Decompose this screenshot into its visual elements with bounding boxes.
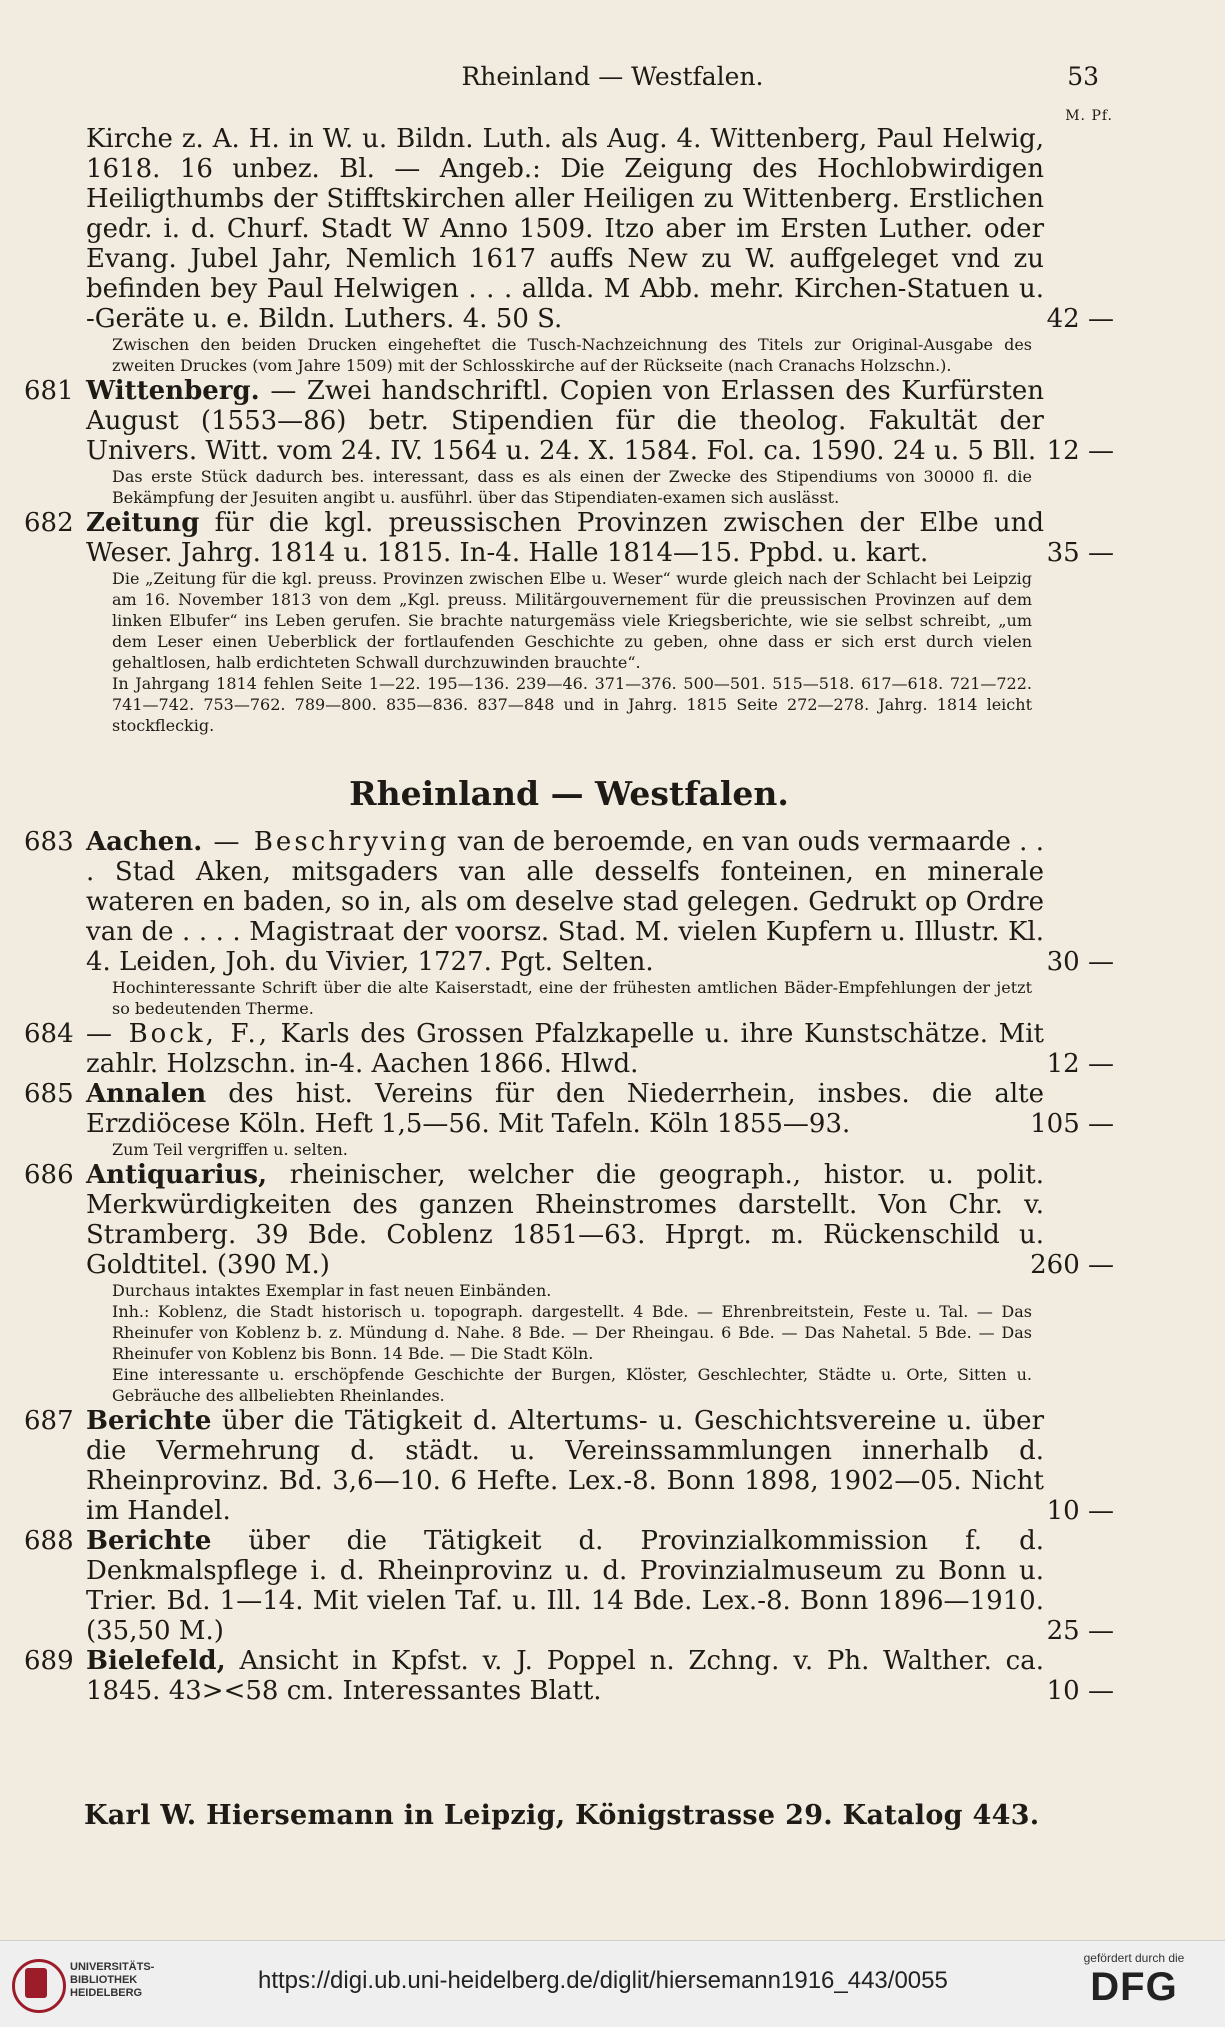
library-seal-icon bbox=[12, 1959, 66, 2013]
entry-price: 12 — bbox=[1046, 436, 1114, 466]
entry-body bbox=[86, 376, 1114, 466]
entry-heading: Antiquarius, bbox=[86, 1160, 268, 1190]
entry-text: Bielefeld, Ansicht in Kpfst. v. J. Poppel n. Zchng. v. Ph. Walther. ca. 1845. 43><58 cm. Interessantes Blatt. bbox=[86, 1646, 1044, 1706]
entry-note: Durchaus intaktes Exemplar in fast neuen Einbänden. bbox=[112, 1281, 552, 1300]
entries-top bbox=[24, 124, 1114, 736]
entry-price: 260 — bbox=[1030, 1250, 1114, 1280]
catalog-entry bbox=[24, 827, 1114, 1019]
entry-price: 10 — bbox=[1046, 1676, 1114, 1706]
entry-body bbox=[86, 1646, 1114, 1706]
catalog-entry bbox=[24, 1079, 1114, 1160]
entries-bottom bbox=[24, 827, 1114, 1706]
entry-body bbox=[86, 124, 1114, 334]
entry-number: 683 bbox=[24, 827, 74, 857]
catalog-entry bbox=[24, 376, 1114, 508]
entry-number: 685 bbox=[24, 1079, 74, 1109]
entry-text: Zeitung für die kgl. preussischen Provinzen zwischen der Elbe und Weser. Jahrg. 1814 u. 1815. In-4. Halle 1814—15. Ppbd. u. kart. bbox=[86, 508, 1044, 568]
entry-number: 686 bbox=[24, 1160, 74, 1190]
entry-body bbox=[86, 827, 1114, 977]
entry-number: 684 bbox=[24, 1019, 74, 1049]
viewer-bottom-bar bbox=[0, 1940, 1225, 2027]
entry-heading: Berichte bbox=[86, 1406, 212, 1436]
entry-number: 681 bbox=[24, 376, 74, 406]
university-library-logo[interactable] bbox=[12, 1957, 155, 2013]
entry-author: — Bock, F., bbox=[86, 1019, 271, 1049]
entry-text: Annalen des hist. Vereins für den Niederrhein, insbes. die alte Erzdiöcese Köln. Heft 1,5—56. Mit Tafeln. Köln 1855—93. bbox=[86, 1079, 1044, 1139]
entry-price: 10 — bbox=[1046, 1496, 1114, 1526]
entry-body bbox=[86, 1079, 1114, 1139]
dfg-funded-label: gefördert durch die bbox=[1083, 1951, 1185, 1965]
entry-text: Aachen. — Beschryving van de beroemde, en van ouds vermaarde . . . Stad Aken, mitsgaders van alle desselfs fonteinen, en minerale wateren en baden, so in, als om deselve stad gelegen. Gedrukt op Ordre van de . . . . Magistraat der voorsz. Stad. M. vielen Kupfern u. Illustr. Kl. 4. Leiden, Joh. du Vivier, 1727. Pgt. Selten. bbox=[86, 827, 1044, 977]
entry-note: Das erste Stück dadurch bes. interessant, dass es als einen der Zwecke des Stipendiums von 30000 fl. die Bekämpfung der Jesuiten angibt u. ausführl. über das Stipendiaten-examen sich auslässt. bbox=[112, 467, 1032, 507]
entry-text: Berichte über die Tätigkeit d. Provinzialkommission f. d. Denkmalspflege i. d. Rheinprovinz u. d. Provinzialmuseum zu Bonn u. Trier. Bd. 1—14. Mit vielen Taf. u. Ill. 14 Bde. Lex.-8. Bonn 1896—1910. (35,50 M.) bbox=[86, 1526, 1044, 1646]
entry-heading: Zeitung bbox=[86, 508, 200, 538]
entry-note: Inh.: Koblenz, die Stadt historisch u. topograph. dargestellt. 4 Bde. — Ehrenbreitstein, Feste u. Tal. — Das Rheinufer von Koblenz b. z. Mündung d. Nahe. 8 Bde. — Der Rheingau. 6 Bde. — Das Nahetal. 5 Bde. — Das Rheinufer von Koblenz bis Bonn. 14 Bde. — Die Stadt Köln. bbox=[112, 1302, 1032, 1363]
catalog-entry bbox=[24, 1160, 1114, 1406]
entry-number: 682 bbox=[24, 508, 74, 538]
publisher-footer: Karl W. Hiersemann in Leipzig, Königstrasse 29. Katalog 443. bbox=[84, 1800, 1040, 1831]
entry-price: 25 — bbox=[1046, 1616, 1114, 1646]
entry-text: — Bock, F., Karls des Grossen Pfalzkapelle u. ihre Kunstschätze. Mit zahlr. Holzschn. in-4. Aachen 1866. Hlwd. bbox=[86, 1019, 1045, 1079]
entry-note: Zwischen den beiden Drucken eingeheftet die Tusch-Nachzeichnung des Titels zur Original-Ausgabe des zweiten Druckes (vom Jahre 1509) mit der Schlosskirche auf der Rückseite (nach Cranachs Holzschn.). bbox=[112, 335, 1032, 375]
library-logo-text: UNIVERSITÄTS- BIBLIOTHEK HEIDELBERG bbox=[70, 1961, 155, 1999]
catalog-entry bbox=[24, 508, 1114, 736]
page-number: 53 bbox=[1067, 62, 1099, 91]
catalog-entry bbox=[24, 1406, 1114, 1526]
entry-heading: Wittenberg. bbox=[86, 376, 260, 406]
price-column-header: M. Pf. bbox=[1065, 108, 1113, 124]
permalink-url[interactable]: https://digi.ub.uni-heidelberg.de/diglit/hiersemann1916_443/0055 bbox=[258, 1967, 948, 1994]
entry-price: 35 — bbox=[1046, 538, 1114, 568]
catalog-entry bbox=[24, 124, 1114, 376]
entry-price: 12 — bbox=[1046, 1049, 1114, 1079]
entry-body bbox=[86, 1406, 1114, 1526]
entry-heading: Berichte bbox=[86, 1526, 212, 1556]
section-heading: Rheinland — Westfalen. bbox=[349, 774, 789, 813]
entry-price: 105 — bbox=[1030, 1109, 1114, 1139]
entry-body bbox=[86, 508, 1114, 568]
running-head-title: Rheinland — Westfalen. bbox=[461, 62, 764, 91]
entry-author: — Beschryving bbox=[202, 827, 450, 857]
entry-body bbox=[86, 1160, 1114, 1280]
entry-number: 688 bbox=[24, 1526, 74, 1556]
entry-number: 687 bbox=[24, 1406, 74, 1436]
entry-heading: Bielefeld, bbox=[86, 1646, 226, 1676]
entry-body bbox=[86, 1019, 1114, 1079]
catalog-entry bbox=[24, 1646, 1114, 1706]
entry-price: 42 — bbox=[1046, 304, 1114, 334]
entry-price: 30 — bbox=[1046, 947, 1114, 977]
entry-note: In Jahrgang 1814 fehlen Seite 1—22. 195—136. 239—46. 371—376. 500—501. 515—518. 617—618. 721—722. 741—742. 753—762. 789—800. 835—836. 837—848 und in Jahrg. 1815 Seite 272—278. Jahrg. 1814 leicht stockfleckig. bbox=[112, 674, 1032, 735]
entry-text: Antiquarius, rheinischer, welcher die geograph., histor. u. polit. Merkwürdigkeiten des ganzen Rheinstromes darstellt. Von Chr. v. Stramberg. 39 Bde. Coblenz 1851—63. Hprgt. m. Rückenschild u. Goldtitel. (390 M.) bbox=[86, 1160, 1044, 1280]
dfg-wordmark: DFG bbox=[1090, 1965, 1178, 2009]
entry-text: Berichte über die Tätigkeit d. Altertums- u. Geschichtsvereine u. über die Vermehrung d. städt. u. Vereinssammlungen innerhalb d. Rheinprovinz. Bd. 3,6—10. 6 Hefte. Lex.-8. Bonn 1898, 1902—05. Nicht im Handel. bbox=[86, 1406, 1044, 1526]
dfg-logo[interactable] bbox=[1059, 1951, 1209, 2009]
entry-body bbox=[86, 1526, 1114, 1646]
entry-note: Hochinteressante Schrift über die alte Kaiserstadt, eine der frühesten amtlichen Bäder-Empfehlungen der jetzt so bedeutenden Therme. bbox=[112, 978, 1032, 1018]
entry-heading: Annalen bbox=[86, 1079, 207, 1109]
entry-text: Kirche z. A. H. in W. u. Bildn. Luth. als Aug. 4. Wittenberg, Paul Helwig, 1618. 16 unbez. Bl. — Angeb.: Die Zeigung des Hochlobwirdigen Heiligthumbs der Stifftskirchen aller Heiligen zu Wittenberg. Erstlichen gedr. i. d. Churf. Stadt W Anno 1509. Itzo aber im Ersten Luther. oder Evang. Jubel Jahr, Nemlich 1617 auffs New zu W. auffgeleget vnd zu befinden bey Paul Helwigen . . . allda. M Abb. mehr. Kirchen-Statuen u. -Geräte u. e. Bildn. Luthers. 4. 50 S. bbox=[86, 124, 1044, 334]
entry-note: Eine interessante u. erschöpfende Geschichte der Burgen, Klöster, Geschlechter, Städte u. Orte, Sitten u. Gebräuche des allbeliebten Rheinlandes. bbox=[112, 1365, 1032, 1405]
entry-number: 689 bbox=[24, 1646, 74, 1676]
entry-heading: Aachen. bbox=[86, 827, 203, 857]
entry-note: Zum Teil vergriffen u. selten. bbox=[112, 1140, 348, 1159]
running-head bbox=[0, 62, 1225, 102]
catalog-entry bbox=[24, 1526, 1114, 1646]
entry-note: Die „Zeitung für die kgl. preuss. Provinzen zwischen Elbe u. Weser“ wurde gleich nach der Schlacht bei Leipzig am 16. November 1813 von dem „Kgl. preuss. Militärgouvernement für die preussischen Provinzen auf dem linken Elbufer“ ins Leben gerufen. Sie brachte naturgemäss viele Kriegsberichte, wie sie selbst schreibt, „um dem Leser einen Ueberblick der fortlaufenden Geschichte zu geben, ohne dass er sich erst durch vielen gehaltlosen, halb erdichteten Schwall durchzuwinden brauchte“. bbox=[112, 569, 1032, 672]
catalog-content bbox=[24, 124, 1114, 1706]
entry-text: Wittenberg. — Zwei handschriftl. Copien von Erlassen des Kurfürsten August (1553—86) betr. Stipendien für die theolog. Fakultät der Univers. Witt. vom 24. IV. 1564 u. 24. X. 1584. Fol. ca. 1590. 24 u. 5 Bll. bbox=[86, 376, 1044, 466]
catalog-entry bbox=[24, 1019, 1114, 1079]
